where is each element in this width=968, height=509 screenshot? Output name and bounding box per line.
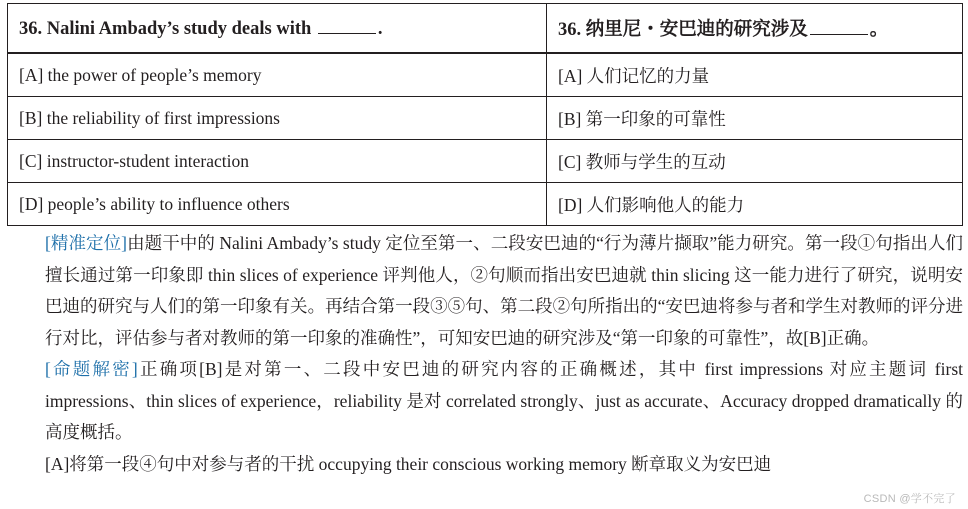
option-en: [D] people’s ability to influence others [8,183,547,226]
locate-tag: [精准定位] [45,233,127,253]
option-row-b [8,97,963,140]
option-row-d [8,183,963,226]
option-en: [C] instructor-student interaction [8,140,547,183]
option-zh: [A] 人们记忆的力量 [547,53,963,97]
secret-tag: [命题解密] [45,359,138,379]
option-zh: [D] 人们影响他人的能力 [547,183,963,226]
question-table [7,3,963,226]
option-en: [B] the reliability of first impressions [8,97,547,140]
option-zh: [B] 第一印象的可靠性 [547,97,963,140]
answer-blank [810,18,868,35]
option-row-a [8,53,963,97]
option-en: [A] the power of people’s memory [8,53,547,97]
answer-blank [318,17,376,34]
watermark: CSDN @学不完了 [863,493,956,505]
locate-text: 由题干中的 Nalini Ambady’s study 定位至第一、二段安巴迪的“行为薄片撷取”能力研究。第一段①句指出人们擅长通过第一印象即 thin slices of experience 评判他人，②句顺而指出安巴迪就 thin slicing 这一能力进行了研究，说明安巴迪的研究与人们的第一印象有关。再结合第一段③⑤句、第二段②句所指出的“安巴迪将参与者和学生对教师的评分进行对比，评估参与者对教师的第一印象的准确性”，可知安巴迪的研究涉及“第一印象的可靠性”，故[B]正确。 [45,233,964,348]
option-zh: [C] 教师与学生的互动 [547,140,963,183]
option-row-c [8,140,963,183]
secret-text: 正确项[B]是对第一、二段中安巴迪的研究内容的正确概述，其中 first impressions 对应主题词 first impressions、thin slices of experience，reliability 是对 correlated strongly、just as accurate、Accuracy dropped dramatically 的高度概括。 [45,359,963,442]
option-a-analysis: [A]将第一段④句中对参与者的干扰 occupying their conscious working memory 断章取义为安巴迪 [45,453,772,474]
analysis-section [7,228,963,480]
question-stem-en: 36. Nalini Ambady’s study deals with . [8,4,547,54]
secret-paragraph [7,354,963,449]
locate-paragraph [7,228,963,354]
question-header-row [8,4,963,54]
question-stem-zh: 36. 纳里尼・安巴迪的研究涉及 。 [547,4,963,54]
